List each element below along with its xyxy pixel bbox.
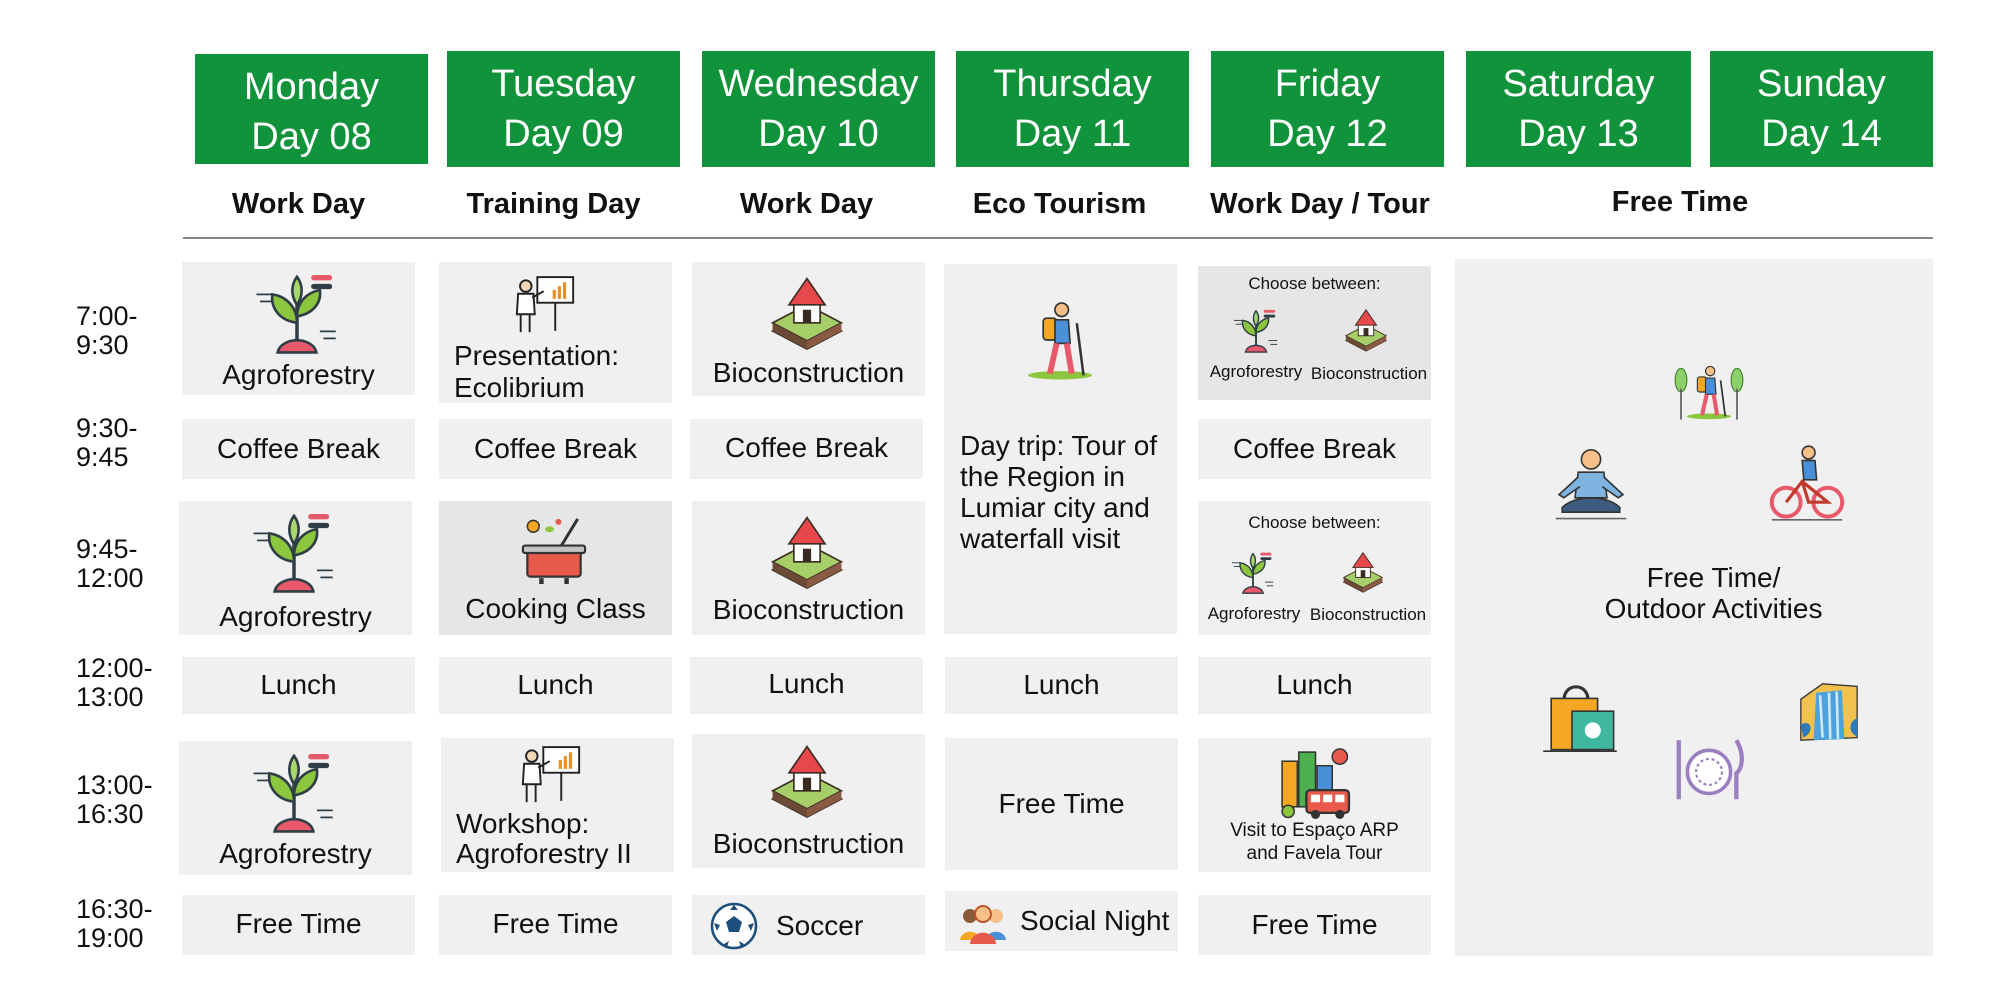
- wednesday-slot-1: [692, 262, 925, 396]
- day-header-monday: [195, 54, 428, 164]
- theme-weekend: Free Time: [1611, 186, 1749, 218]
- activity-label: Agroforestry II: [456, 838, 632, 869]
- day-name: Friday: [1274, 63, 1381, 105]
- soccer-ball-icon: [709, 901, 759, 951]
- option-agroforestry: Agroforestry: [1209, 362, 1303, 381]
- cooking-pot-icon: [517, 513, 591, 587]
- activity-label: Bioconstruction: [712, 828, 905, 859]
- wednesday-slot-5: [692, 734, 925, 868]
- day-name: Monday: [243, 66, 380, 108]
- activity-label: Visit to Espaço ARP: [1230, 820, 1399, 841]
- activity-label: Ecolibrium: [454, 372, 585, 403]
- day-header-tuesday: [447, 51, 680, 167]
- choose-label: Choose between:: [1248, 274, 1381, 293]
- friday-slot-3: [1198, 501, 1431, 635]
- day-number: Day 09: [503, 113, 624, 155]
- day-name: Thursday: [993, 63, 1152, 105]
- day-header-wednesday: [702, 51, 935, 167]
- presentation-icon: [511, 272, 579, 336]
- activity-label: Free Time: [492, 908, 619, 939]
- monday-slot-1: [182, 262, 415, 395]
- day-number: Day 11: [1013, 113, 1132, 155]
- day-name: Wednesday: [718, 63, 919, 105]
- shopping-bag-icon: [1540, 676, 1620, 756]
- activity-label: Free Time: [235, 908, 362, 939]
- monday-slot-2: [182, 419, 415, 479]
- weekend-block: [1455, 259, 1933, 956]
- day-header-thursday: [956, 51, 1189, 167]
- option-bioconstruction: Bioconstruction: [1310, 364, 1428, 383]
- time-slot-5: 13:00- 16:30: [76, 770, 153, 829]
- tuesday-slot-3: [439, 501, 672, 635]
- activity-label: Coffee Break: [217, 433, 380, 464]
- wednesday-slot-6: [692, 895, 925, 955]
- waterfall-icon: [1797, 680, 1861, 744]
- option-bioconstruction: Bioconstruction: [1309, 605, 1427, 624]
- tuesday-slot-6: [439, 895, 672, 955]
- house-icon: [766, 511, 848, 593]
- meditation-icon: [1551, 445, 1631, 525]
- thursday-slot-4: [945, 657, 1178, 714]
- day-name: Saturday: [1502, 63, 1655, 105]
- day-header-friday: [1211, 51, 1444, 167]
- time-slot-2: 9:30- 9:45: [76, 413, 138, 472]
- activity-label: Social Night: [1020, 905, 1170, 936]
- day-number: Day 10: [758, 113, 879, 155]
- activity-label: Cooking Class: [465, 593, 646, 624]
- theme-thursday: Eco Tourism: [972, 188, 1147, 220]
- house-icon: [1342, 306, 1390, 354]
- header-divider: [183, 237, 1933, 239]
- activity-label: Lunch: [1276, 669, 1353, 700]
- day-header-sunday: [1710, 51, 1933, 167]
- house-icon: [1340, 549, 1386, 595]
- activity-label: Free Time: [998, 788, 1125, 819]
- time-slot-6: 16:30- 19:00: [76, 894, 153, 953]
- house-icon: [766, 272, 848, 354]
- thursday-slot-5: [945, 738, 1178, 870]
- thursday-day-trip: [944, 264, 1177, 634]
- plant-icon: [253, 268, 341, 356]
- activity-label: Coffee Break: [725, 432, 888, 463]
- theme-friday: Work Day / Tour: [1210, 188, 1430, 220]
- time-slot-3: 9:45- 12:00: [76, 534, 144, 593]
- activity-label: Agroforestry: [219, 601, 372, 632]
- plate-icon: [1673, 733, 1745, 805]
- day-number: Day 08: [251, 116, 372, 158]
- monday-slot-5: [179, 741, 412, 875]
- activity-label: Lunch: [260, 669, 337, 700]
- monday-slot-3: [179, 501, 412, 635]
- presentation-icon: [518, 742, 584, 806]
- activity-label: Bioconstruction: [712, 357, 905, 388]
- theme-wednesday: Work Day: [739, 188, 874, 220]
- wednesday-slot-2: [690, 419, 923, 479]
- activity-label: Workshop:: [456, 808, 590, 839]
- plant-icon: [250, 507, 338, 595]
- tree-icon: [1729, 365, 1745, 423]
- activity-label: and Favela Tour: [1246, 843, 1383, 864]
- friday-slot-1: [1198, 266, 1431, 400]
- weekend-label: Free Time/: [1646, 562, 1781, 593]
- activity-label: Day trip: Tour of: [960, 430, 1158, 461]
- tuesday-slot-4: [439, 657, 672, 714]
- tuesday-slot-5: [441, 738, 674, 872]
- day-header-saturday: [1466, 51, 1691, 167]
- monday-slot-6: [182, 895, 415, 955]
- time-slot-4: 12:00- 13:00: [76, 653, 153, 712]
- activity-label: Lunch: [768, 668, 845, 699]
- tuesday-slot-2: [439, 419, 672, 479]
- plant-icon: [250, 747, 338, 835]
- friday-slot-5: [1198, 738, 1431, 872]
- wednesday-slot-3: [692, 501, 925, 635]
- friday-slot-6: [1198, 895, 1431, 955]
- activity-label: Presentation:: [454, 340, 619, 371]
- plant-icon: [1230, 549, 1276, 595]
- friday-slot-4: [1198, 657, 1431, 714]
- plant-icon: [1232, 306, 1280, 354]
- activity-label: Free Time: [1251, 909, 1378, 940]
- day-name: Sunday: [1757, 63, 1886, 105]
- activity-label: Coffee Break: [1233, 433, 1396, 464]
- time-slot-1: 7:00- 9:30: [76, 301, 138, 360]
- people-icon: [957, 896, 1009, 946]
- activity-label: Bioconstruction: [712, 594, 905, 625]
- city-bus-icon: [1276, 746, 1352, 822]
- cyclist-icon: [1767, 443, 1847, 523]
- activity-label: Lunch: [517, 669, 594, 700]
- tuesday-slot-1: [439, 262, 672, 403]
- activity-label: the Region in: [960, 461, 1126, 492]
- theme-monday: Work Day: [231, 188, 366, 220]
- day-number: Day 13: [1518, 113, 1639, 155]
- hiker-icon: [1018, 298, 1102, 382]
- activity-label: waterfall visit: [960, 523, 1121, 554]
- activity-label: Lumiar city and: [960, 492, 1150, 523]
- day-number: Day 14: [1761, 113, 1882, 155]
- activity-label: Coffee Break: [474, 433, 637, 464]
- option-agroforestry: Agroforestry: [1207, 604, 1301, 623]
- monday-slot-4: [182, 657, 415, 714]
- house-icon: [766, 740, 848, 822]
- theme-tuesday: Training Day: [466, 188, 641, 220]
- wednesday-slot-4: [690, 657, 923, 714]
- thursday-slot-6: [945, 891, 1178, 951]
- activity-label: Agroforestry: [222, 359, 375, 390]
- day-number: Day 12: [1267, 113, 1388, 155]
- activity-label: Soccer: [776, 910, 864, 941]
- weekend-label: Outdoor Activities: [1604, 593, 1823, 624]
- day-name: Tuesday: [491, 63, 636, 105]
- activity-label: Lunch: [1023, 669, 1100, 700]
- choose-label: Choose between:: [1248, 513, 1381, 532]
- activity-label: Agroforestry: [219, 838, 372, 869]
- friday-slot-2: [1198, 419, 1431, 479]
